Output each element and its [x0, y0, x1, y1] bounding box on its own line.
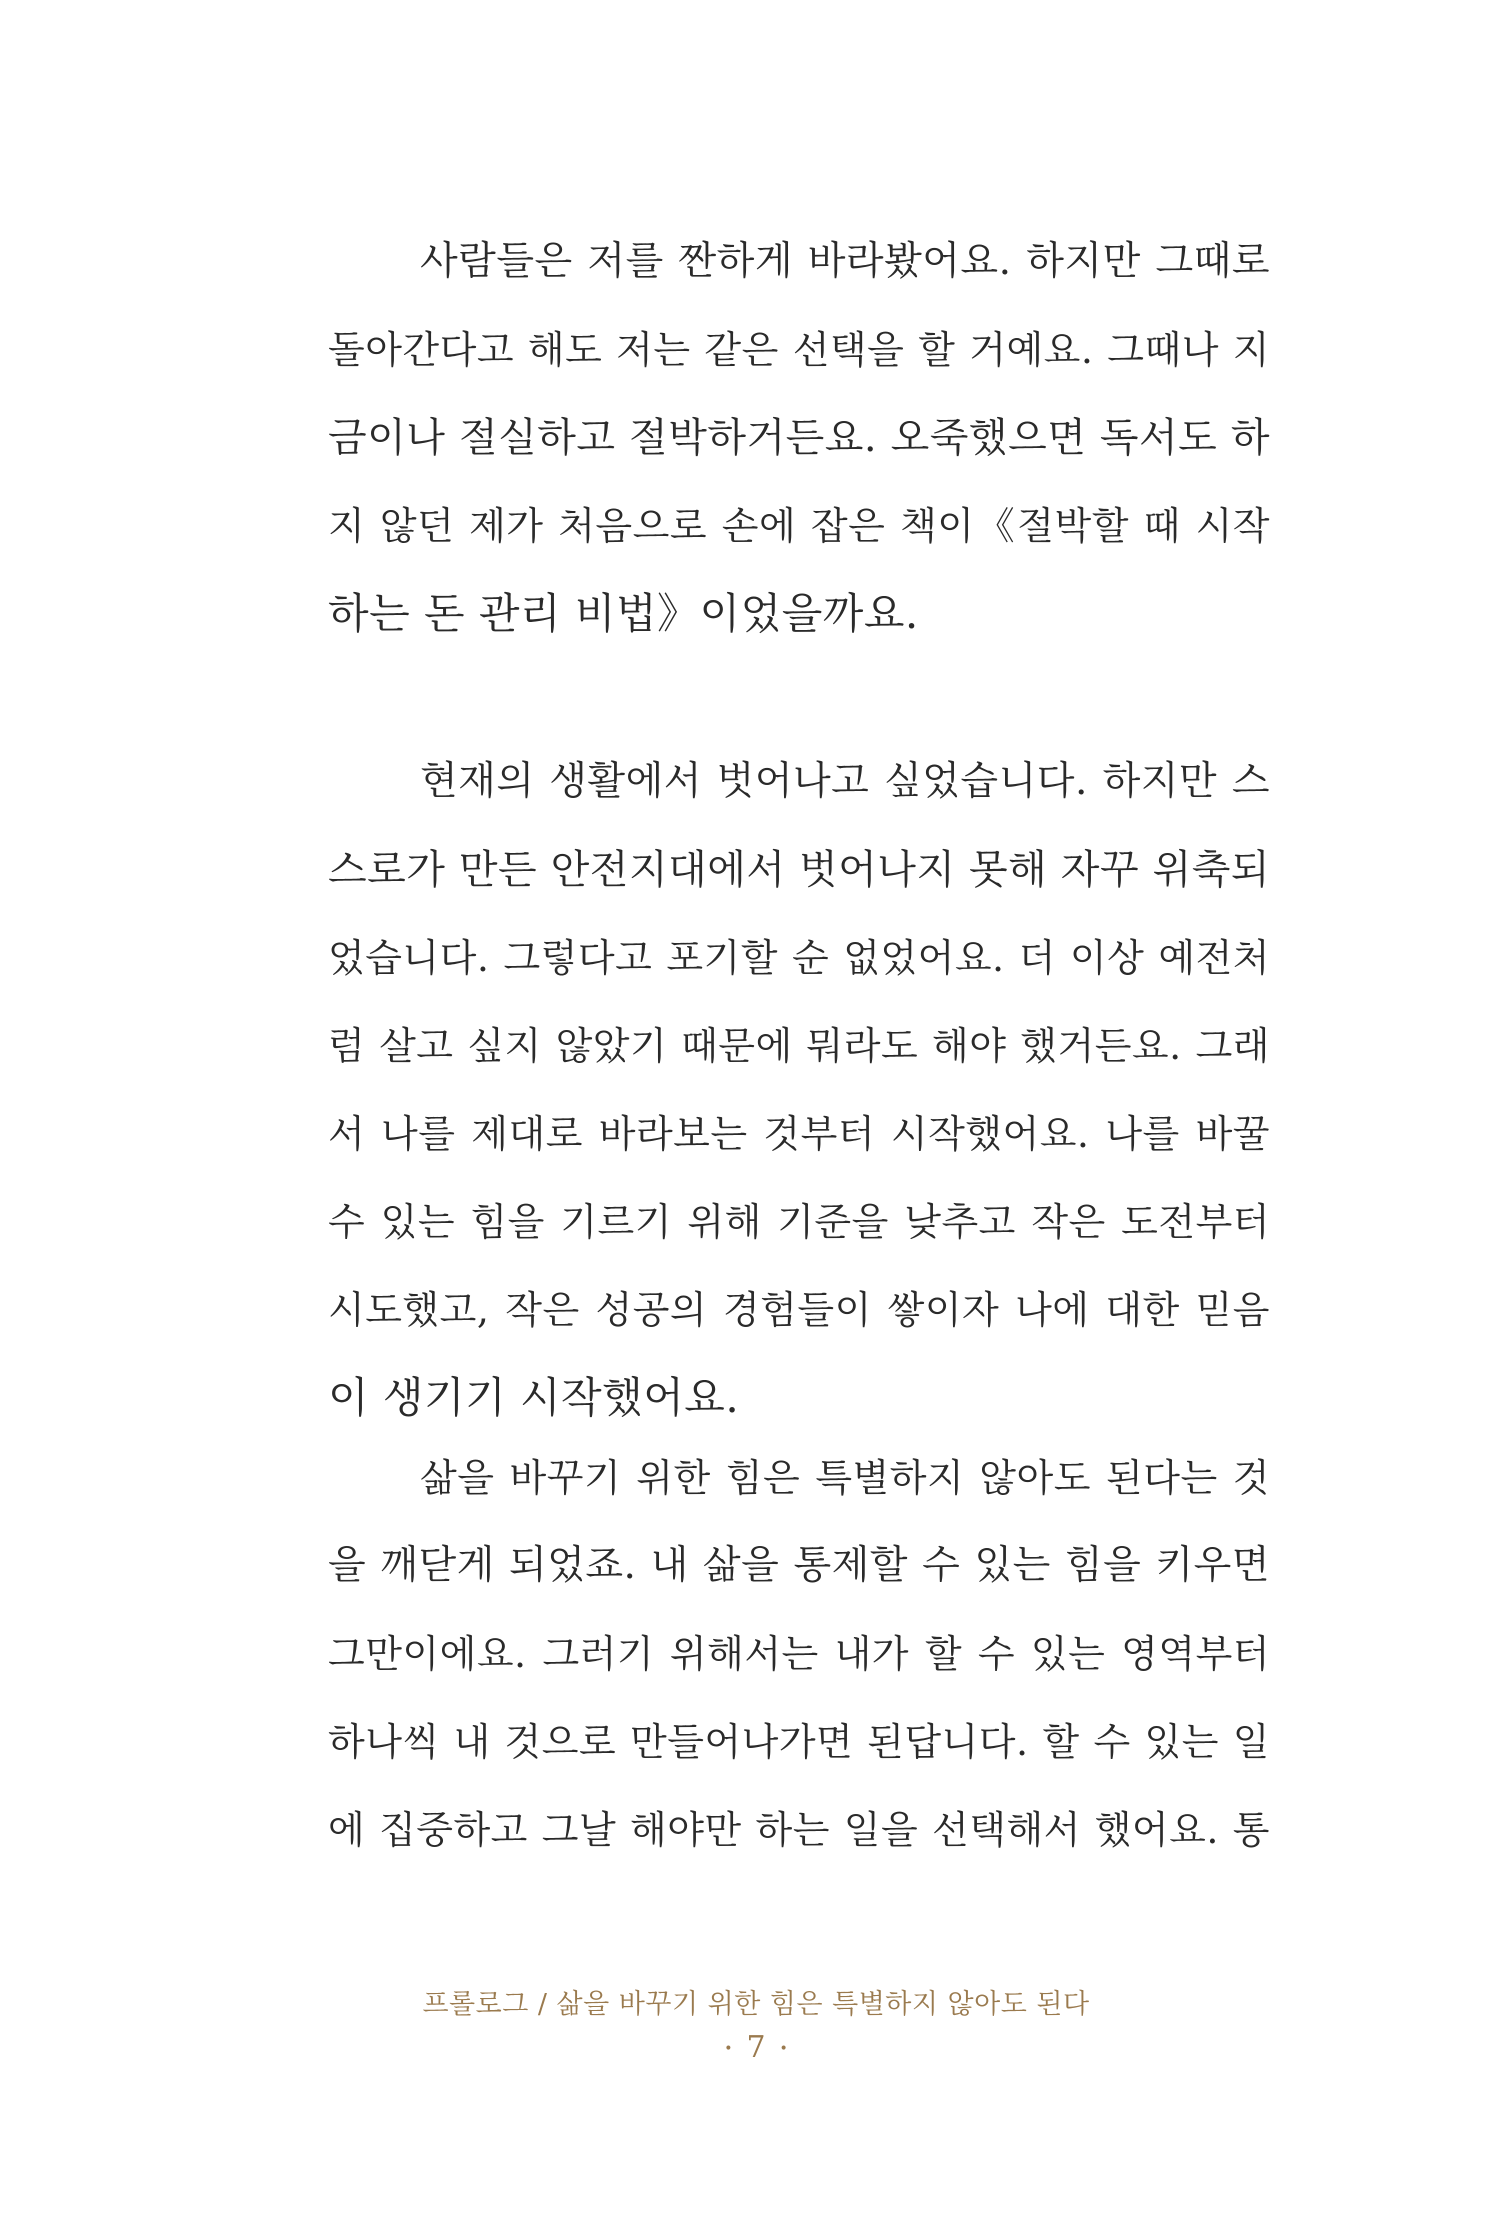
- page-number: 7: [746, 2030, 766, 2065]
- page-number-row: [0, 2030, 1512, 2065]
- paragraph-3: [328, 1434, 1270, 1874]
- paragraph-2: [328, 738, 1270, 1442]
- text-line: 지 않던 제가 처음으로 손에 잡은 책이《절박할 때 시작: [328, 504, 1270, 548]
- text-line: 서 나를 제대로 바라보는 것부터 시작했어요. 나를 바꿀: [328, 1112, 1270, 1156]
- dot-right-icon: •: [779, 2041, 788, 2057]
- text-line: 하나씩 내 것으로 만들어나가면 된답니다. 할 수 있는 일: [328, 1720, 1270, 1764]
- text-line: 을 깨닫게 되었죠. 내 삶을 통제할 수 있는 힘을 키우면: [328, 1543, 1270, 1588]
- text-line: 시도했고, 작은 성공의 경험들이 쌓이자 나에 대한 믿음: [328, 1288, 1270, 1332]
- dot-left-icon: •: [724, 2041, 733, 2057]
- running-title: 프롤로그 / 삶을 바꾸기 위한 힘은 특별하지 않아도 된다: [422, 1989, 1090, 2020]
- text-line: 스로가 만든 안전지대에서 벗어나지 못해 자꾸 위축되: [328, 847, 1270, 893]
- text-line: 금이나 절실하고 절박하거든요. 오죽했으면 독서도 하: [328, 415, 1270, 461]
- paragraph-1: [328, 218, 1270, 658]
- text-line: 었습니다. 그렇다고 포기할 순 없었어요. 더 이상 예전처: [328, 936, 1270, 980]
- text-line: 사람들은 저를 짠하게 바라봤어요. 하지만 그때로: [420, 239, 1270, 284]
- text-line: 에 집중하고 그날 해야만 하는 일을 선택해서 했어요. 통: [328, 1808, 1270, 1852]
- text-line: 돌아간다고 해도 저는 같은 선택을 할 거예요. 그때나 지: [328, 328, 1270, 372]
- text-line: 수 있는 힘을 기르기 위해 기준을 낮추고 작은 도전부터: [328, 1200, 1270, 1244]
- text-line: 이 생기기 시작했어요.: [328, 1373, 740, 1422]
- text-line: 현재의 생활에서 벗어나고 싶었습니다. 하지만 스: [420, 759, 1270, 804]
- text-line: 럼 살고 싶지 않았기 때문에 뭐라도 해야 했거든요. 그래: [328, 1024, 1270, 1068]
- text-line: 삶을 바꾸기 위한 힘은 특별하지 않아도 된다는 것: [420, 1456, 1270, 1500]
- text-line: 그만이에요. 그러기 위해서는 내가 할 수 있는 영역부터: [328, 1632, 1270, 1676]
- text-line: 하는 돈 관리 비법》이었을까요.: [328, 589, 919, 638]
